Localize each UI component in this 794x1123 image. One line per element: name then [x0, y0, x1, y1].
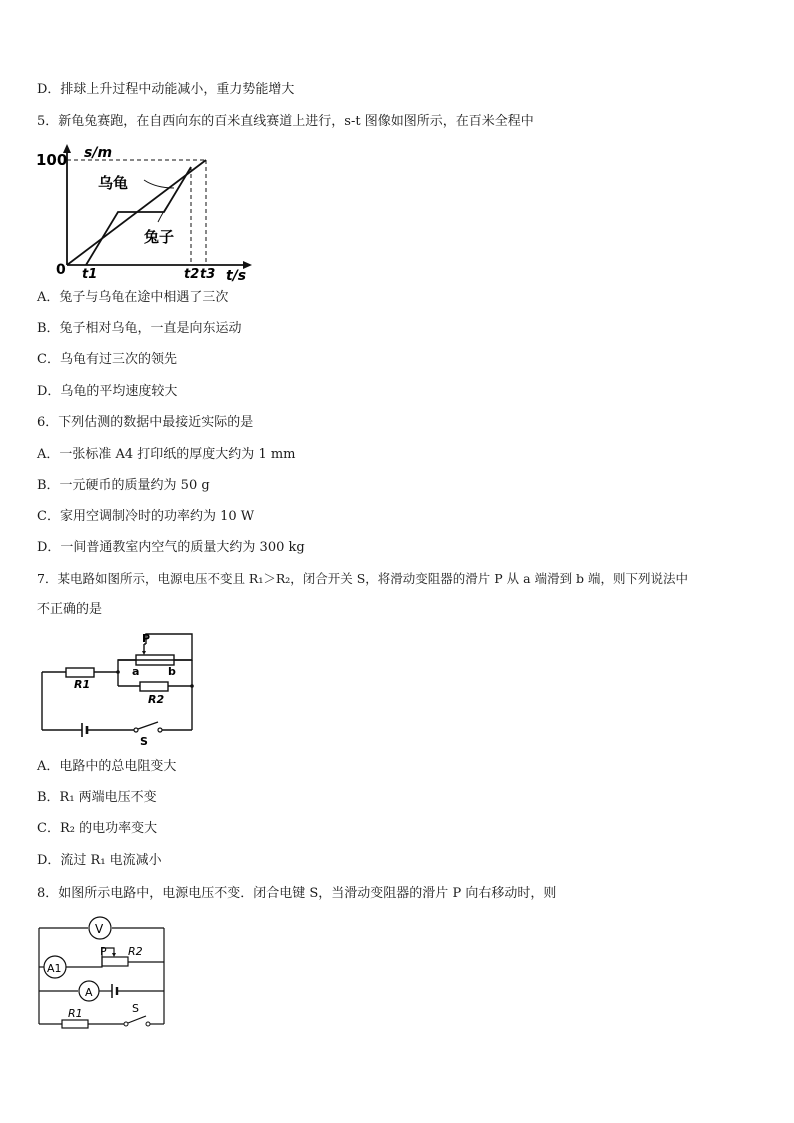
rheostat-r2	[102, 957, 128, 966]
svg-text:a: a	[132, 665, 140, 678]
q8-circuit-diagram	[36, 912, 171, 1030]
svg-text:V: V	[95, 922, 104, 936]
q7-option-c: C．R₂ 的电功率变大	[37, 821, 158, 836]
q5-option-d: D．乌龟的平均速度较大	[37, 384, 178, 399]
q6-option-b: B．一元硬币的质量约为 50 g	[37, 478, 210, 493]
q5-option-b: B．兔子相对乌龟，一直是向东运动	[37, 321, 242, 336]
q8-stem: 8．如图所示电路中，电源电压不变．闭合电键 S，当滑动变阻器的滑片 P 向右移动时，则	[37, 886, 557, 901]
origin-label: 0	[56, 262, 66, 278]
t1-label: t1	[82, 267, 98, 282]
tortoise-label: 乌龟	[98, 174, 129, 192]
q6-option-d: D．一间普通教室内空气的质量大约为 300 kg	[37, 540, 305, 555]
svg-text:R2: R2	[148, 693, 165, 706]
q6-stem: 6．下列估测的数据中最接近实际的是	[37, 415, 254, 430]
svg-text:P: P	[142, 632, 151, 645]
q6-option-a: A．一张标准 A4 打印纸的厚度大约为 1 mm	[37, 447, 296, 462]
x-axis-label: t/s	[226, 268, 247, 284]
t3-label: t3	[200, 267, 216, 282]
q7-option-d: D．流过 R₁ 电流减小	[37, 853, 162, 868]
rabbit-label: 兔子	[144, 228, 175, 246]
q7-circuit-diagram	[36, 630, 206, 748]
resistor-r1	[66, 668, 94, 677]
svg-text:R2: R2	[128, 945, 143, 958]
q7-stem-continued: 不正确的是	[37, 602, 103, 617]
svg-text:S: S	[132, 1002, 139, 1015]
q5-stem: 5．新龟兔赛跑，在自西向东的百米直线赛道上进行，s-t 图像如图所示，在百米全程中	[37, 114, 534, 129]
switch	[128, 1016, 146, 1023]
q4-option-d: D．排球上升过程中动能减小，重力势能增大	[37, 82, 295, 97]
q7-option-a: A．电路中的总电阻变大	[37, 759, 177, 774]
q6-option-c: C．家用空调制冷时的功率约为 10 W	[37, 509, 255, 524]
svg-text:R1: R1	[68, 1007, 83, 1020]
y-axis-label: s/m	[84, 145, 113, 161]
q7-stem: 7．某电路如图所示，电源电压不变且 R₁＞R₂，闭合开关 S，将滑动变阻器的滑片 P 从 a 端滑到 b 端，则下列说法中	[37, 571, 689, 586]
resistor-r2	[140, 682, 168, 691]
switch	[138, 722, 158, 729]
svg-text:R1: R1	[74, 678, 91, 691]
q5-option-c: C．乌龟有过三次的领先	[37, 352, 177, 367]
q5-st-graph	[36, 140, 256, 285]
svg-text:P: P	[100, 945, 107, 958]
q7-option-b: B．R₁ 两端电压不变	[37, 790, 157, 805]
svg-text:S: S	[140, 735, 148, 748]
t2-label: t2	[184, 267, 200, 282]
resistor-r1	[62, 1020, 88, 1028]
q5-option-a: A．兔子与乌龟在途中相遇了三次	[37, 290, 229, 305]
y-100-label: 100	[36, 151, 68, 169]
svg-text:b: b	[168, 665, 176, 678]
svg-text:A1: A1	[47, 962, 62, 975]
svg-text:A: A	[85, 986, 93, 999]
